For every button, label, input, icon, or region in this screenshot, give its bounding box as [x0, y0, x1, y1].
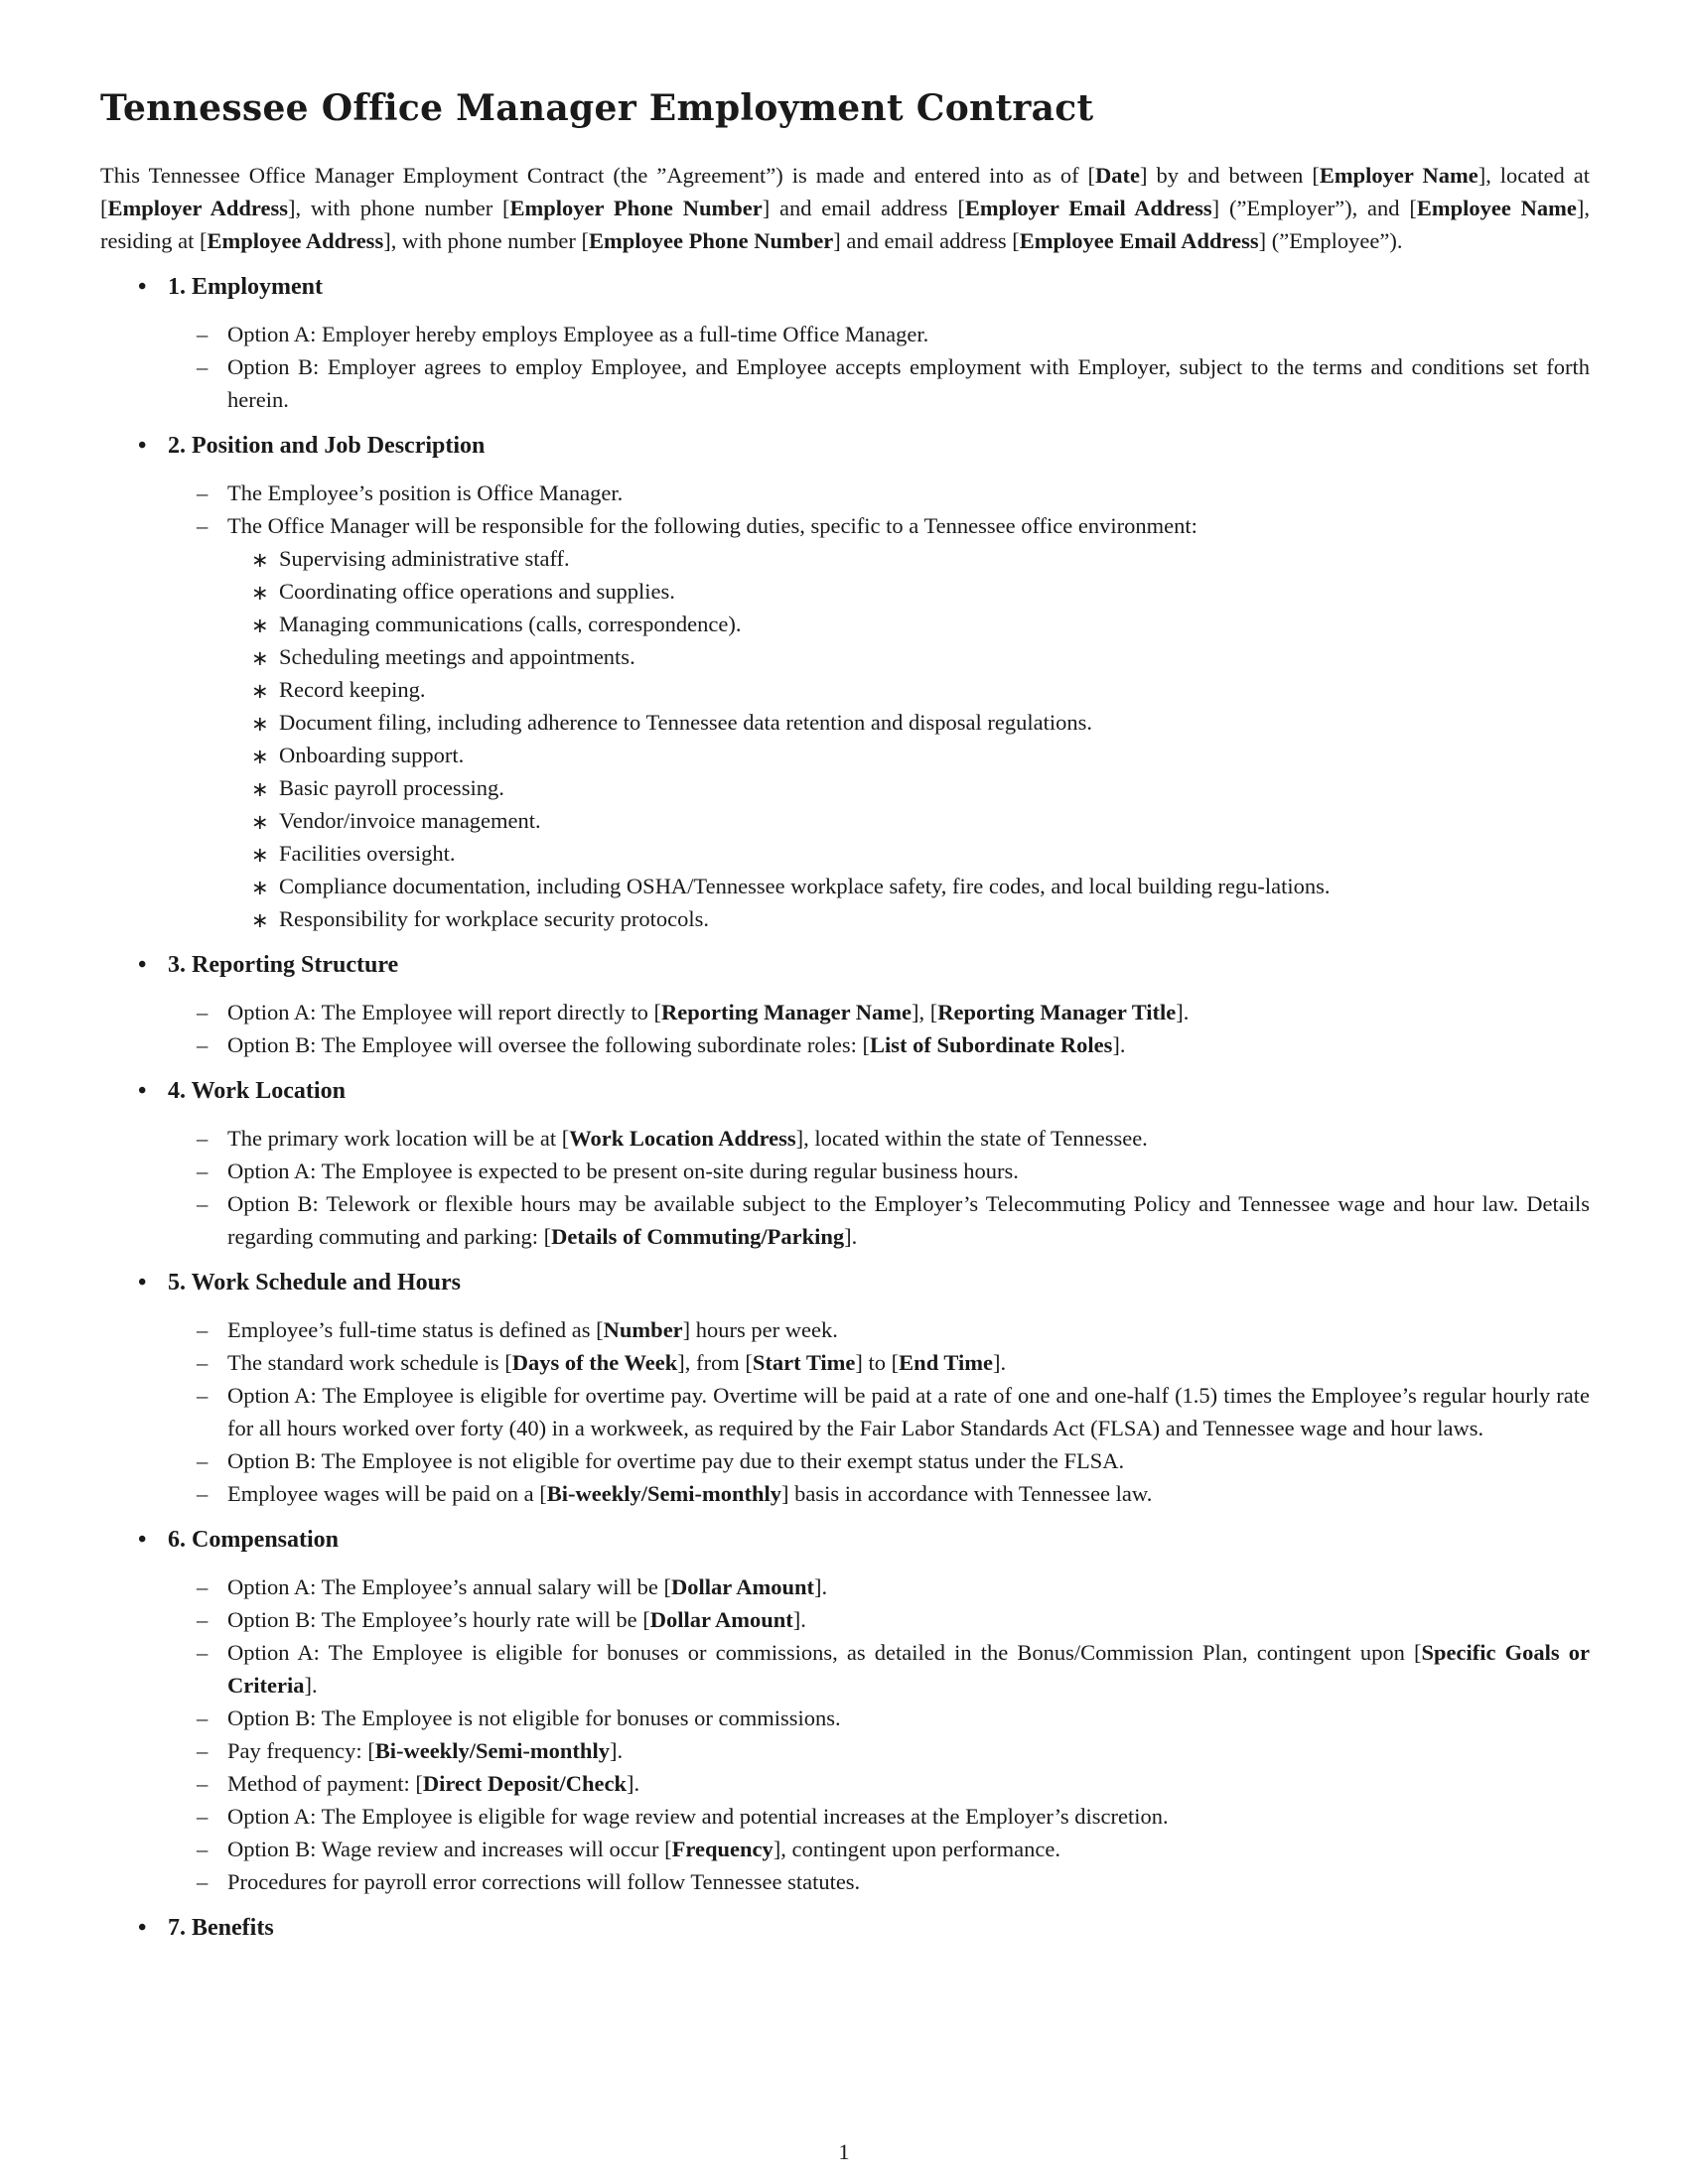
dash-icon: –	[197, 1000, 209, 1024]
duty-text: Vendor/invoice management.	[279, 808, 541, 833]
duty-text: Responsibility for workplace security protocols.	[279, 906, 710, 931]
clause-field-placeholder: Bi-weekly/Semi-monthly	[374, 1738, 610, 1763]
section-7	[100, 1911, 1590, 1945]
clause-text: Option B: The Employee is not eligible for bonuses or commissions.	[227, 1706, 841, 1730]
clause-text: ] to [	[855, 1350, 900, 1375]
duty-item	[100, 673, 1590, 706]
intro-field-placeholder: Employer Address	[107, 196, 288, 220]
section-heading-text: 6. Compensation	[168, 1527, 340, 1553]
clause-list	[100, 1570, 1590, 1898]
bullet-icon: •	[138, 1915, 147, 1941]
dash-icon: –	[197, 1640, 209, 1665]
dash-icon: –	[197, 1574, 209, 1599]
clause-list	[100, 318, 1590, 416]
dash-icon: –	[197, 1607, 209, 1632]
clause-text: ].	[1112, 1032, 1126, 1057]
section-heading	[100, 1074, 1590, 1108]
clause-text: ], contingent upon performance.	[773, 1837, 1060, 1861]
bullet-icon: •	[138, 1527, 147, 1553]
asterisk-icon: ∗	[251, 548, 269, 572]
duty-item	[100, 870, 1590, 902]
clause-field-placeholder: End Time	[899, 1350, 994, 1375]
duty-item	[100, 542, 1590, 575]
section-heading	[100, 429, 1590, 463]
clause-text: ], [	[912, 1000, 938, 1024]
duty-text: Scheduling meetings and appointments.	[279, 644, 635, 669]
intro-field-placeholder: Employee Phone Number	[589, 228, 834, 253]
clause-item	[100, 1702, 1590, 1734]
document-page	[100, 87, 1590, 1959]
section-2	[100, 429, 1590, 935]
clause-text: Option B: Wage review and increases will occur [	[227, 1837, 672, 1861]
duty-text: Managing communications (calls, correspondence).	[279, 612, 742, 636]
clause-item	[100, 1570, 1590, 1603]
document-title: Tennessee Office Manager Employment Contract	[100, 87, 1094, 129]
clause-text: Option A: The Employee is expected to be present on-site during regular business hours.	[227, 1159, 1019, 1183]
asterisk-icon: ∗	[251, 614, 269, 637]
intro-field-placeholder: Employer Email Address	[964, 196, 1212, 220]
asterisk-icon: ∗	[251, 777, 269, 801]
clause-item	[100, 1767, 1590, 1800]
clause-text: ].	[792, 1607, 806, 1632]
clause-field-placeholder: Dollar Amount	[671, 1574, 814, 1599]
duty-item	[100, 837, 1590, 870]
dash-icon: –	[197, 1191, 209, 1216]
clause-text: The Office Manager will be responsible for the following duties, specific to a Tennessee office environment:	[227, 513, 1197, 538]
clause-field-placeholder: Frequency	[671, 1837, 774, 1861]
clause-field-placeholder: Direct Deposit/Check	[422, 1771, 628, 1796]
duty-item	[100, 739, 1590, 771]
section-5	[100, 1266, 1590, 1510]
clause-text: Option A: The Employee’s annual salary will be [	[227, 1574, 671, 1599]
clause-field-placeholder: Number	[603, 1317, 683, 1342]
clause-item	[100, 318, 1590, 350]
dash-icon: –	[197, 354, 209, 379]
section-heading-text: 5. Work Schedule and Hours	[168, 1270, 461, 1296]
intro-text: ] and email address [	[833, 228, 1020, 253]
clause-text: ].	[609, 1738, 624, 1763]
dash-icon: –	[197, 1383, 209, 1408]
asterisk-icon: ∗	[251, 745, 269, 768]
dash-icon: –	[197, 1032, 209, 1057]
duty-item	[100, 804, 1590, 837]
section-6	[100, 1523, 1590, 1898]
page-number: 1	[838, 2139, 850, 2164]
duty-item	[100, 771, 1590, 804]
clause-field-placeholder: Reporting Manager Title	[937, 1000, 1177, 1024]
section-heading	[100, 1911, 1590, 1945]
section-heading-text: 3. Reporting Structure	[168, 952, 399, 978]
section-heading	[100, 1523, 1590, 1557]
asterisk-icon: ∗	[251, 843, 269, 867]
dash-icon: –	[197, 1869, 209, 1894]
clause-item	[100, 1187, 1590, 1253]
duty-item	[100, 608, 1590, 640]
clause-text: The standard work schedule is [	[227, 1350, 512, 1375]
clause-text: Method of payment: [	[227, 1771, 423, 1796]
dash-icon: –	[197, 1804, 209, 1829]
intro-field-placeholder: Employer Phone Number	[509, 196, 763, 220]
dash-icon: –	[197, 1837, 209, 1861]
duty-text: Basic payroll processing.	[279, 775, 504, 800]
clause-field-placeholder: Bi-weekly/Semi-monthly	[546, 1481, 782, 1506]
section-heading	[100, 1266, 1590, 1299]
asterisk-icon: ∗	[251, 908, 269, 932]
clause-item	[100, 1734, 1590, 1767]
clause-text: ].	[844, 1224, 858, 1249]
clause-item	[100, 1833, 1590, 1865]
intro-text: ] (”Employer”), and [	[1211, 196, 1417, 220]
clause-field-placeholder: List of Subordinate Roles	[869, 1032, 1113, 1057]
clause-text: ].	[1176, 1000, 1190, 1024]
clause-list	[100, 477, 1590, 935]
dash-icon: –	[197, 1126, 209, 1151]
clause-text: Option A: The Employee is eligible for overtime pay. Overtime will be paid at a rate of one and one-half (1.5) times the Employee’s regular hourly rate for all hours worked over forty (40) in a workweek, as required by the Fair Labor Standards Act (FLSA) and Tennessee wage and hour laws.	[227, 1383, 1590, 1440]
clause-item	[100, 1313, 1590, 1346]
dash-icon: –	[197, 1481, 209, 1506]
section-heading	[100, 270, 1590, 304]
clause-text: ].	[813, 1574, 828, 1599]
clause-text: Employee wages will be paid on a [	[227, 1481, 547, 1506]
clause-field-placeholder: Days of the Week	[511, 1350, 678, 1375]
clause-item	[100, 350, 1590, 416]
duty-text: Onboarding support.	[279, 743, 465, 767]
clause-field-placeholder: Work Location Address	[569, 1126, 796, 1151]
dash-icon: –	[197, 1448, 209, 1473]
clause-text: Option B: The Employee’s hourly rate will be [	[227, 1607, 650, 1632]
clause-text: ].	[304, 1673, 318, 1698]
intro-field-placeholder: Employee Email Address	[1019, 228, 1259, 253]
clause-text: ] basis in accordance with Tennessee law.	[781, 1481, 1153, 1506]
clause-item	[100, 1444, 1590, 1477]
section-heading-text: 2. Position and Job Description	[168, 433, 486, 459]
clause-text: Option B: The Employee is not eligible for overtime pay due to their exempt status under the FLSA.	[227, 1448, 1125, 1473]
clause-item	[100, 1603, 1590, 1636]
clause-text: Pay frequency: [	[227, 1738, 375, 1763]
clause-field-placeholder: Specific Goals or Criteria	[227, 1640, 1590, 1698]
clause-list	[100, 1122, 1590, 1253]
clause-text: ] hours per week.	[682, 1317, 838, 1342]
intro-text: ] and email address [	[762, 196, 965, 220]
duty-text: Facilities oversight.	[279, 841, 456, 866]
clause-item	[100, 477, 1590, 509]
clause-field-placeholder: Reporting Manager Name	[661, 1000, 913, 1024]
clause-text: ].	[627, 1771, 640, 1796]
clause-text: Option A: Employer hereby employs Employee as a full-time Office Manager.	[227, 322, 929, 346]
dash-icon: –	[197, 322, 209, 346]
dash-icon: –	[197, 1706, 209, 1730]
duty-item	[100, 640, 1590, 673]
clause-text: Procedures for payroll error corrections will follow Tennessee statutes.	[227, 1869, 861, 1894]
clause-field-placeholder: Start Time	[752, 1350, 856, 1375]
intro-text: ], with phone number [	[383, 228, 590, 253]
duty-text: Coordinating office operations and supplies.	[279, 579, 675, 604]
clause-text: The Employee’s position is Office Manager.	[227, 480, 624, 505]
duty-text: Compliance documentation, including OSHA/Tennessee workplace safety, fire codes, and local building regu-lations.	[279, 874, 1331, 898]
intro-text: ] by and between [	[1140, 163, 1320, 188]
clause-item	[100, 1800, 1590, 1833]
clause-text: ].	[993, 1350, 1007, 1375]
duty-text: Supervising administrative staff.	[279, 546, 570, 571]
intro-paragraph	[100, 159, 1590, 257]
duty-item	[100, 575, 1590, 608]
clause-list	[100, 996, 1590, 1061]
intro-field-placeholder: Employee Address	[207, 228, 384, 253]
clause-item	[100, 1865, 1590, 1898]
clause-item	[100, 1122, 1590, 1155]
section-heading	[100, 948, 1590, 982]
intro-text: This Tennessee Office Manager Employment Contract (the ”Agreement”) is made and entered into as of [	[100, 163, 1096, 188]
intro-text: ], with phone number [	[288, 196, 510, 220]
duty-text: Record keeping.	[279, 677, 426, 702]
clause-item	[100, 509, 1590, 542]
intro-text: ], located at [	[100, 163, 1590, 220]
asterisk-icon: ∗	[251, 810, 269, 834]
dash-icon: –	[197, 1771, 209, 1796]
asterisk-icon: ∗	[251, 581, 269, 605]
bullet-icon: •	[138, 274, 147, 300]
section-list	[100, 270, 1590, 1945]
intro-field-placeholder: Employer Name	[1319, 163, 1478, 188]
dash-icon: –	[197, 513, 209, 538]
section-heading-text: 7. Benefits	[168, 1915, 274, 1941]
clause-text: Employee’s full-time status is defined as [	[227, 1317, 604, 1342]
duty-list	[100, 542, 1590, 935]
clause-text: ], from [	[677, 1350, 753, 1375]
dash-icon: –	[197, 1738, 209, 1763]
clause-item	[100, 1346, 1590, 1379]
clause-text: Option A: The Employee is eligible for bonuses or commissions, as detailed in the Bonus/Commission Plan, contingent upon [	[227, 1640, 1422, 1665]
section-heading-text: 4. Work Location	[168, 1078, 346, 1104]
bullet-icon: •	[138, 1078, 147, 1104]
clause-text: Option A: The Employee will report directly to [	[227, 1000, 661, 1024]
clause-text: Option B: The Employee will oversee the following subordinate roles: [	[227, 1032, 870, 1057]
duty-item	[100, 706, 1590, 739]
bullet-icon: •	[138, 1270, 147, 1296]
clause-text: ], located within the state of Tennessee.	[795, 1126, 1148, 1151]
section-3	[100, 948, 1590, 1061]
clause-text: The primary work location will be at [	[227, 1126, 570, 1151]
clause-item	[100, 1636, 1590, 1702]
clause-text: Option A: The Employee is eligible for wage review and potential increases at the Employer’s discretion.	[227, 1804, 1169, 1829]
duty-text: Document filing, including adherence to Tennessee data retention and disposal regulations.	[279, 710, 1093, 735]
asterisk-icon: ∗	[251, 712, 269, 736]
asterisk-icon: ∗	[251, 679, 269, 703]
asterisk-icon: ∗	[251, 646, 269, 670]
clause-item	[100, 996, 1590, 1028]
intro-field-placeholder: Employee Name	[1416, 196, 1577, 220]
section-heading-text: 1. Employment	[168, 274, 323, 300]
dash-icon: –	[197, 1159, 209, 1183]
dash-icon: –	[197, 480, 209, 505]
bullet-icon: •	[138, 433, 147, 459]
dash-icon: –	[197, 1317, 209, 1342]
clause-list	[100, 1313, 1590, 1510]
intro-text: ] (”Employee”).	[1258, 228, 1403, 253]
clause-field-placeholder: Details of Commuting/Parking	[551, 1224, 845, 1249]
asterisk-icon: ∗	[251, 876, 269, 899]
clause-field-placeholder: Dollar Amount	[649, 1607, 793, 1632]
intro-field-placeholder: Date	[1095, 163, 1141, 188]
clause-item	[100, 1155, 1590, 1187]
clause-item	[100, 1477, 1590, 1510]
intro-text: ], residing at [	[100, 196, 1590, 253]
clause-text: Option B: Telework or flexible hours may be available subject to the Employer’s Telecommuting Policy and Tennessee wage and hour law. Details regarding commuting and parking: [	[227, 1191, 1590, 1249]
duty-item	[100, 902, 1590, 935]
section-4	[100, 1074, 1590, 1253]
dash-icon: –	[197, 1350, 209, 1375]
clause-text: Option B: Employer agrees to employ Employee, and Employee accepts employment with Employer, subject to the terms and conditions set forth herein.	[227, 354, 1590, 412]
clause-item	[100, 1379, 1590, 1444]
clause-item	[100, 1028, 1590, 1061]
section-1	[100, 270, 1590, 416]
bullet-icon: •	[138, 952, 147, 978]
